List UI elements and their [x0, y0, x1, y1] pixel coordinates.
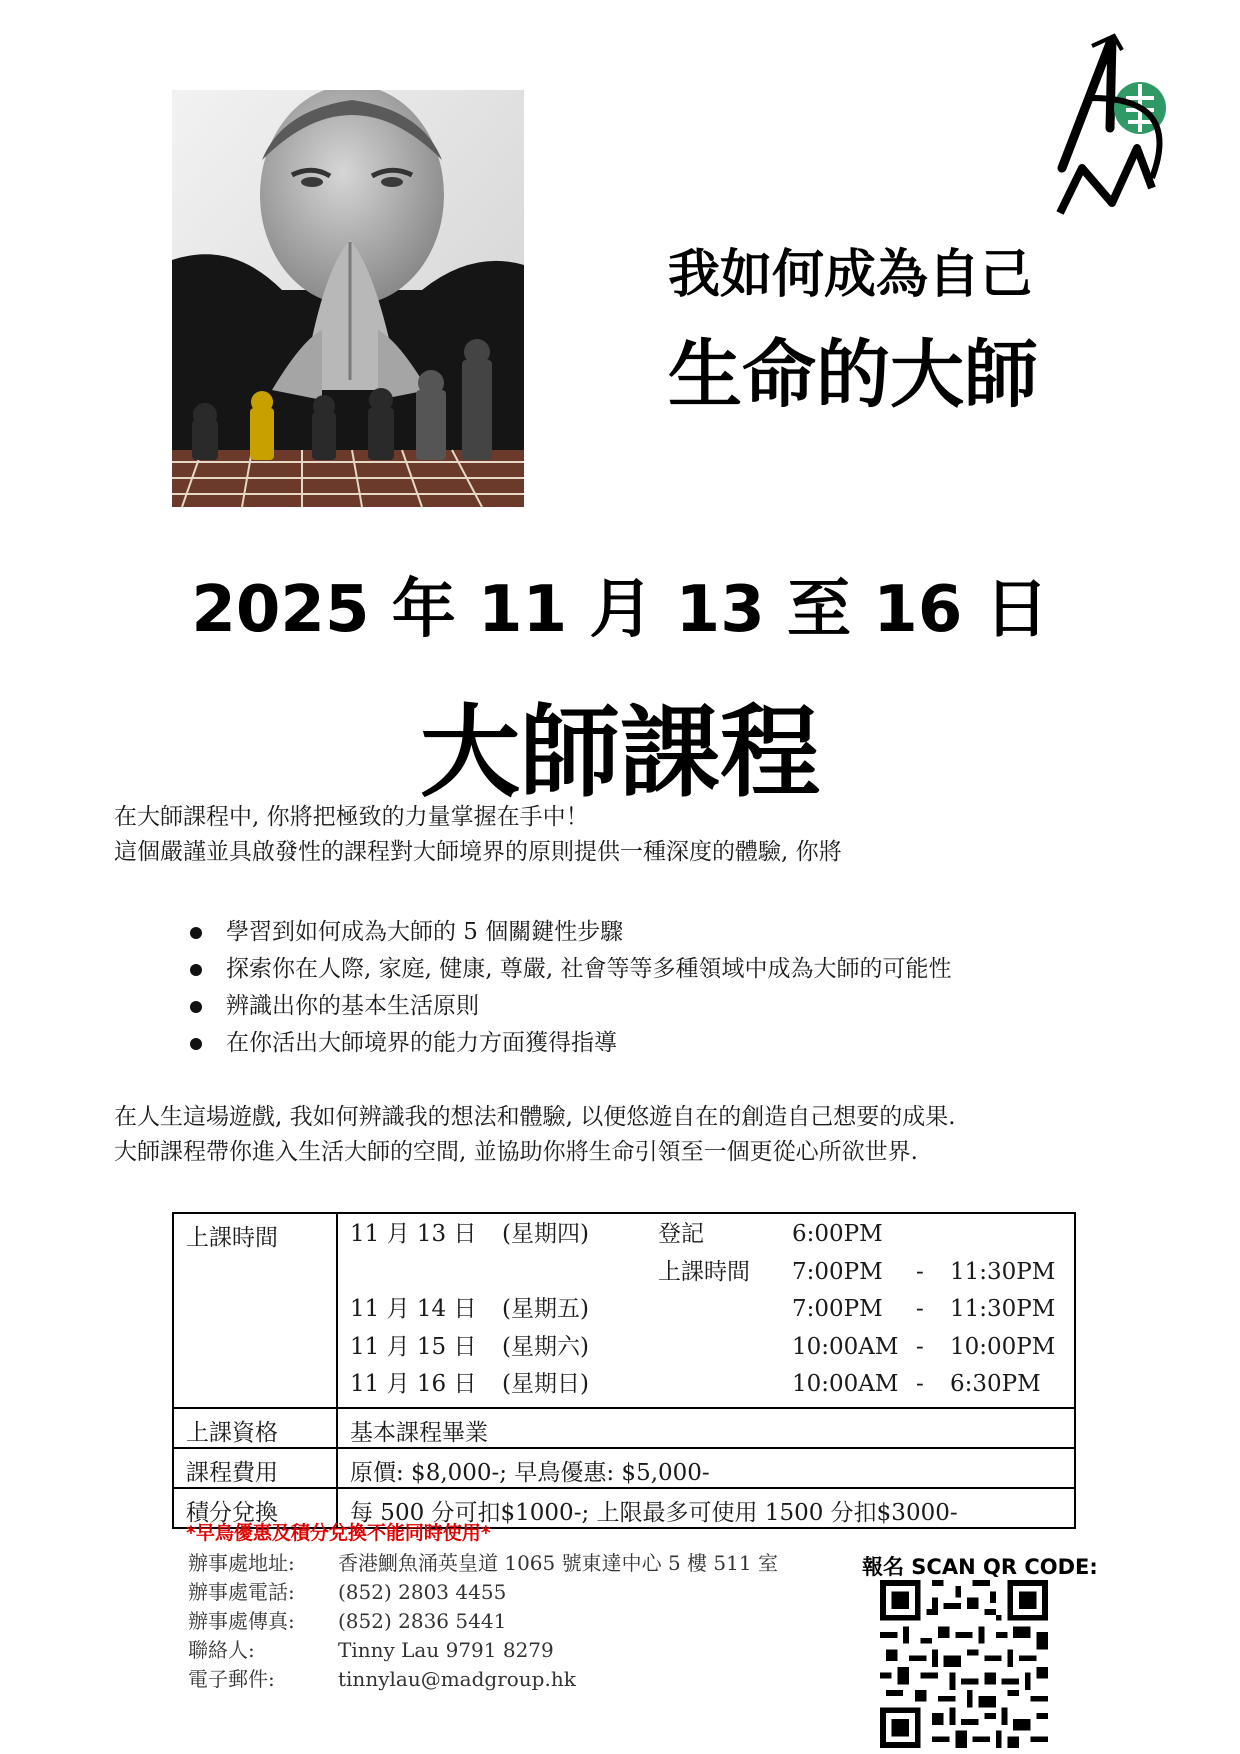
intro-paragraph	[114, 800, 842, 870]
schedule-start: 7:00PM	[792, 1258, 883, 1285]
contact-row-address	[188, 1549, 778, 1578]
headline-line-2: 生命的大師	[668, 332, 1038, 418]
course-info-table	[172, 1212, 1076, 1529]
contact-row-email	[188, 1665, 778, 1694]
schedule-activity	[658, 1369, 792, 1407]
schedule-date: 11 月 15 日	[350, 1333, 477, 1360]
contact-label: 電子郵件:	[188, 1667, 275, 1691]
promo-notice: *早鳥優惠及積分兌換不能同時使用*	[186, 1522, 491, 1544]
qr-code-icon[interactable]	[880, 1580, 1048, 1748]
schedule-row	[350, 1219, 1074, 1257]
chess-player-photo	[172, 90, 524, 507]
schedule-start: 10:00AM	[792, 1333, 899, 1360]
schedule-day: (星期六)	[502, 1333, 589, 1360]
contact-email-link[interactable]: tinnylau@madgroup.hk	[338, 1667, 576, 1691]
schedule-date: 11 月 16 日	[350, 1371, 477, 1397]
outro-line: 大師課程帶你進入生活大師的空間, 並協助你將生命引領至一個更從心所欲世界.	[114, 1139, 918, 1165]
schedule-end: 11:30PM	[950, 1296, 1056, 1322]
list-item: 辨識出你的基本生活原則	[188, 988, 952, 1025]
schedule-start: 10:00AM	[792, 1371, 899, 1397]
schedule-activity: 登記	[658, 1221, 704, 1247]
schedule-row	[350, 1294, 1074, 1332]
schedule-dash: -	[916, 1296, 924, 1322]
schedule-activity	[658, 1332, 792, 1370]
schedule-day: (星期四)	[502, 1221, 589, 1247]
schedule-date: 11 月 14 日	[350, 1296, 477, 1322]
intro-line: 在大師課程中, 你將把極致的力量掌握在手中！	[114, 804, 589, 830]
schedule-day	[502, 1257, 658, 1295]
contact-label: 聯絡人:	[188, 1638, 255, 1662]
outro-paragraph	[114, 1100, 956, 1170]
schedule-day: (星期五)	[502, 1296, 589, 1322]
outro-line: 在人生這場遊戲, 我如何辨識我的想法和體驗, 以便悠遊自在的創造自己想要的成果.	[114, 1104, 956, 1130]
schedule-start: 6:00PM	[792, 1221, 883, 1247]
contact-label: 辦事處傳真:	[188, 1609, 295, 1633]
contact-details	[188, 1549, 778, 1694]
list-item: 學習到如何成為大師的 5 個關鍵性步驟	[188, 914, 952, 951]
contact-value: (852) 2803 4455	[338, 1580, 507, 1604]
schedule-activity	[658, 1294, 792, 1332]
fee-label: 課程費用	[173, 1448, 337, 1488]
points-value: 每 500 分可扣$1000-; 上限最多可使用 1500 分扣$3000-	[337, 1488, 1075, 1528]
schedule-end	[950, 1219, 1060, 1257]
schedule-end: 10:00PM	[950, 1333, 1056, 1360]
schedule-date	[350, 1257, 502, 1295]
schedule-row	[350, 1332, 1074, 1370]
table-row	[173, 1408, 1075, 1448]
schedule-activity: 上課時間	[658, 1258, 750, 1285]
mad-logo-icon	[1052, 28, 1182, 218]
contact-label: 辦事處電話:	[188, 1580, 295, 1604]
schedule-dash: -	[916, 1371, 924, 1397]
register-label: 報名 SCAN QR CODE:	[862, 1555, 1098, 1579]
contact-row-person	[188, 1636, 778, 1665]
list-item: 探索你在人際, 家庭, 健康, 尊嚴, 社會等等多種領域中成為大師的可能性	[188, 951, 952, 988]
qualification-label: 上課資格	[173, 1408, 337, 1448]
contact-row-phone	[188, 1578, 778, 1607]
schedule-dash	[916, 1219, 950, 1257]
contact-row-fax	[188, 1607, 778, 1636]
schedule-row	[350, 1369, 1074, 1407]
qualification-value: 基本課程畢業	[337, 1408, 1075, 1448]
event-date: 2025 年 11 月 13 至 16 日	[191, 573, 1049, 647]
schedule-end: 11:30PM	[950, 1258, 1056, 1285]
schedule-end: 6:30PM	[950, 1371, 1041, 1397]
contact-label: 辦事處地址:	[188, 1551, 295, 1575]
points-label: 積分兌換	[173, 1488, 337, 1528]
schedule-label: 上課時間	[173, 1213, 337, 1408]
contact-value: Tinny Lau 9791 8279	[338, 1638, 554, 1662]
schedule-day: (星期日)	[502, 1371, 589, 1397]
contact-value: (852) 2836 5441	[338, 1609, 507, 1633]
course-title: 大師課程	[420, 694, 820, 811]
schedule-dash: -	[916, 1258, 924, 1285]
schedule-row	[350, 1257, 1074, 1295]
schedule-cell	[337, 1213, 1075, 1408]
benefit-list	[188, 914, 952, 1062]
table-row	[173, 1213, 1075, 1408]
contact-value: 香港鰂魚涌英皇道 1065 號東達中心 5 樓 511 室	[338, 1551, 778, 1575]
table-row	[173, 1448, 1075, 1488]
headline-line-1: 我如何成為自己	[668, 245, 1033, 305]
intro-line: 這個嚴謹並具啟發性的課程對大師境界的原則提供一種深度的體驗, 你將	[114, 839, 842, 865]
list-item: 在你活出大師境界的能力方面獲得指導	[188, 1025, 952, 1062]
schedule-dash: -	[916, 1333, 924, 1360]
schedule-date: 11 月 13 日	[350, 1221, 477, 1247]
fee-value: 原價: $8,000-; 早鳥優惠: $5,000-	[337, 1448, 1075, 1488]
schedule-start: 7:00PM	[792, 1296, 883, 1322]
